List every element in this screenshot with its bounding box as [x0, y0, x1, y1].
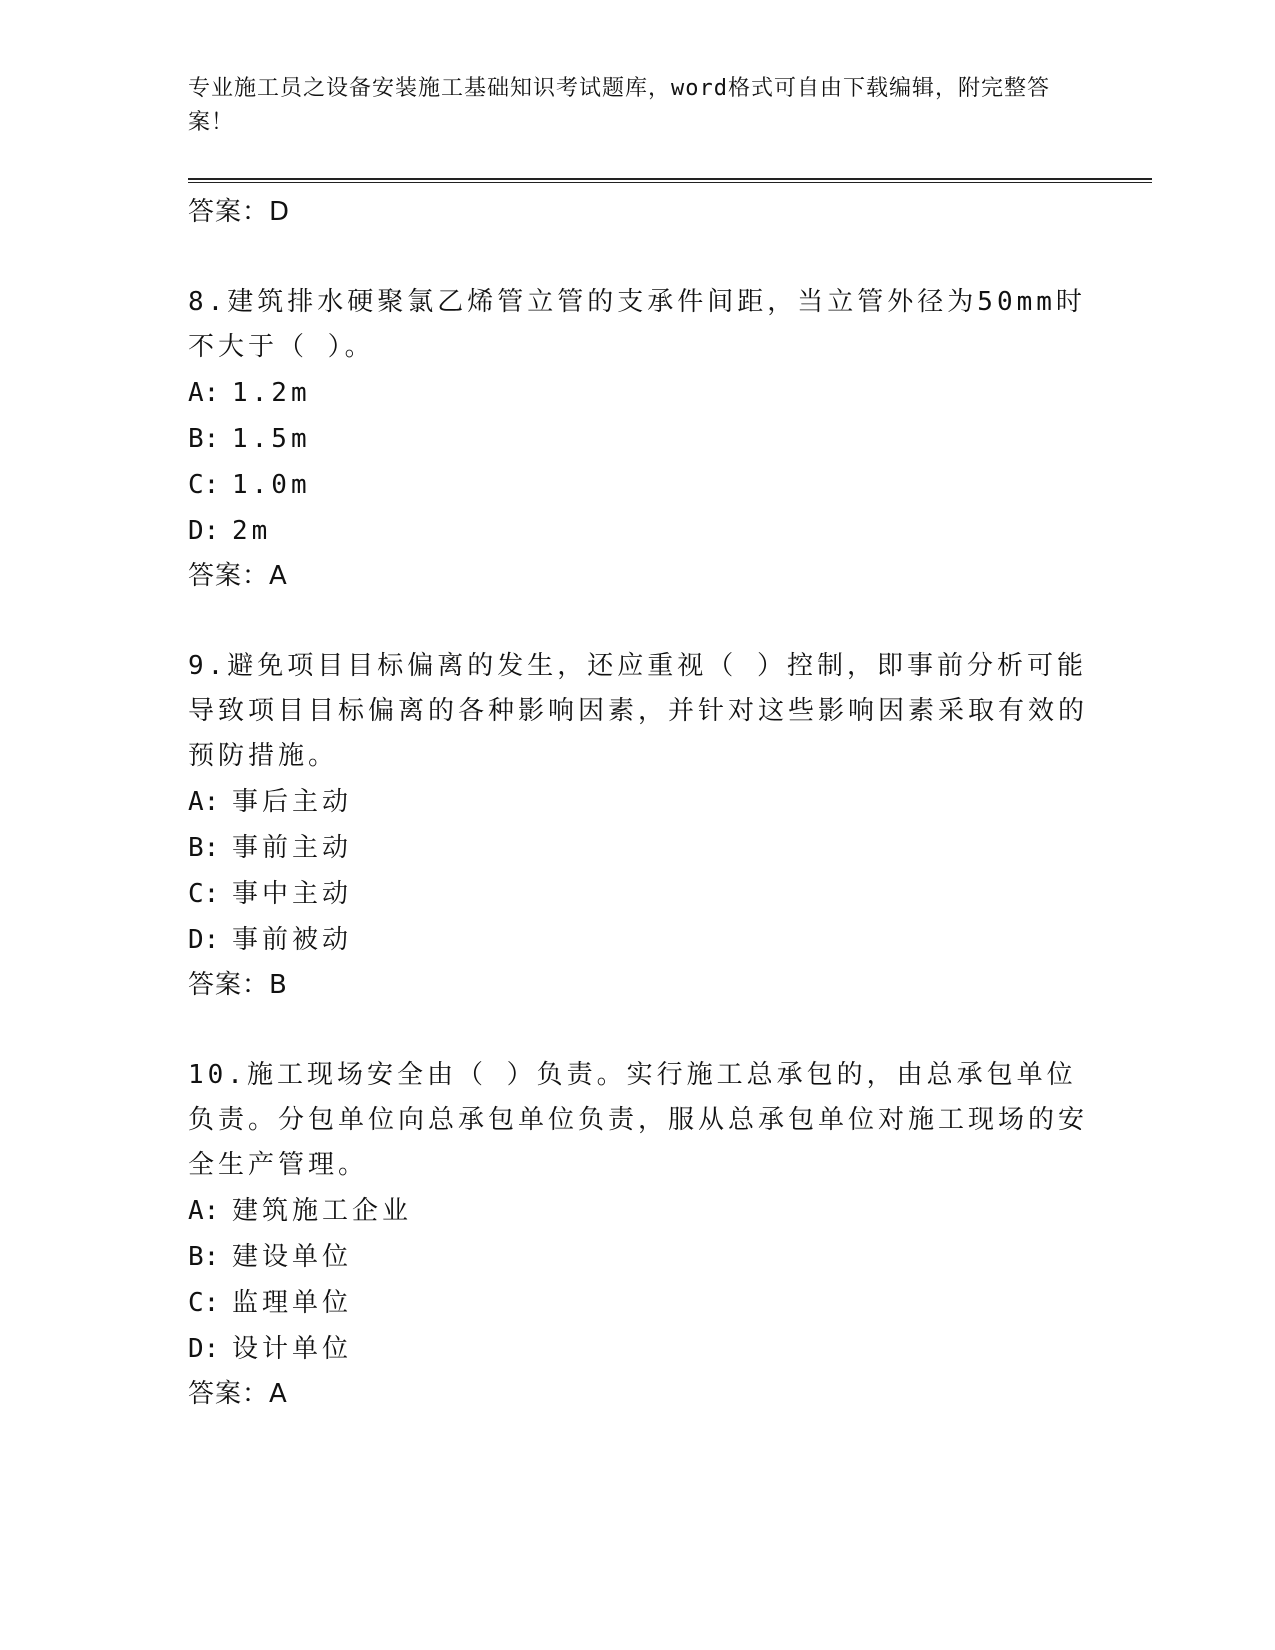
- option-a: [188, 779, 1088, 825]
- option-letter: D:: [188, 925, 220, 955]
- option-letter: C:: [188, 879, 220, 909]
- option-text: 事中主动: [232, 879, 353, 909]
- question-stem: 9.避免项目目标偏离的发生，还应重视（ ）控制，即事前分析可能导致项目目标偏离的各种影响因素，并针对这些影响因素采取有效的预防措施。: [188, 651, 1089, 771]
- question-9: [188, 644, 1088, 1007]
- option-text: 建设单位: [232, 1242, 353, 1272]
- option-letter: A:: [188, 787, 220, 817]
- exam-content: [188, 190, 1088, 1416]
- option-letter: C:: [188, 470, 220, 500]
- option-text: 建筑施工企业: [232, 1196, 413, 1226]
- option-a: [188, 1188, 1088, 1234]
- option-letter: D:: [188, 516, 220, 546]
- option-letter: A:: [188, 378, 220, 408]
- answer: 答案：A: [188, 561, 288, 591]
- option-text: 1.2m: [232, 378, 311, 408]
- question-10: [188, 1053, 1088, 1416]
- option-text: 事后主动: [232, 787, 353, 817]
- option-b: [188, 825, 1088, 871]
- option-letter: A:: [188, 1196, 220, 1226]
- answer: 答案：B: [188, 970, 288, 1000]
- option-d: [188, 508, 1088, 554]
- option-a: [188, 370, 1088, 416]
- option-text: 设计单位: [232, 1334, 353, 1364]
- option-d: [188, 1326, 1088, 1372]
- option-b: [188, 416, 1088, 462]
- option-letter: C:: [188, 1288, 220, 1318]
- header-divider: [188, 178, 1152, 183]
- answer: 答案：A: [188, 1379, 288, 1409]
- option-text: 1.5m: [232, 424, 311, 454]
- option-letter: B:: [188, 1242, 220, 1272]
- option-letter: B:: [188, 424, 220, 454]
- option-text: 2m: [232, 516, 272, 546]
- option-d: [188, 917, 1088, 963]
- option-b: [188, 1234, 1088, 1280]
- previous-answer: 答案：D: [188, 197, 291, 227]
- option-text: 1.0m: [232, 470, 311, 500]
- option-text: 事前主动: [232, 833, 353, 863]
- option-text: 监理单位: [232, 1288, 353, 1318]
- option-letter: D:: [188, 1334, 220, 1364]
- option-text: 事前被动: [232, 925, 353, 955]
- page-header: 专业施工员之设备安装施工基础知识考试题库，word格式可自由下载编辑，附完整答案！: [188, 76, 1050, 135]
- option-letter: B:: [188, 833, 220, 863]
- option-c: [188, 871, 1088, 917]
- option-c: [188, 1280, 1088, 1326]
- option-c: [188, 462, 1088, 508]
- question-stem: 8.建筑排水硬聚氯乙烯管立管的支承件间距，当立管外径为50mm时不大于（ ）。: [188, 287, 1086, 362]
- question-8: [188, 280, 1088, 598]
- question-stem: 10.施工现场安全由（ ）负责。实行施工总承包的，由总承包单位负责。分包单位向总承包单位负责，服从总承包单位对施工现场的安全生产管理。: [188, 1060, 1089, 1180]
